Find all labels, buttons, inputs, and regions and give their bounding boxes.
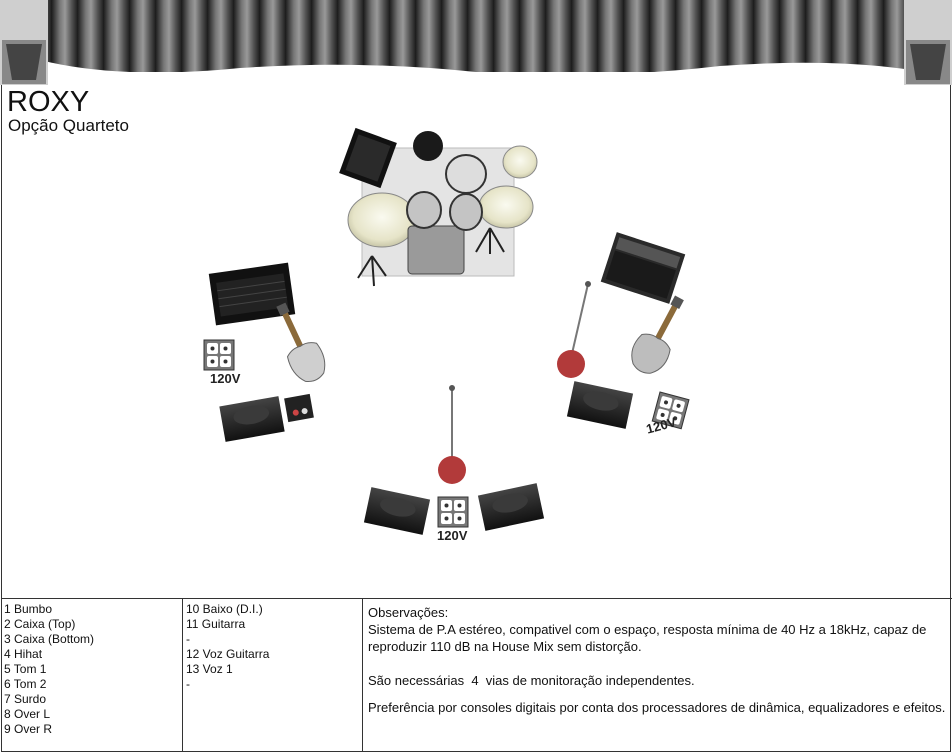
monitor-wedge-center-left	[364, 487, 430, 535]
page-subtitle: Opção Quarteto	[8, 116, 129, 135]
notes-monitor-requirements: São necessárias 4 vias de monitoração independentes.	[368, 673, 695, 688]
list-item: 12 Voz Guitarra	[186, 647, 270, 661]
outlet-label-left: 120V	[210, 371, 241, 386]
monitor-wedge-right	[567, 381, 633, 429]
drum-kit	[339, 128, 537, 286]
outlet-label-center: 120V	[437, 528, 468, 543]
list-item: 10 Baixo (D.I.)	[186, 602, 263, 616]
list-item: 1 Bumbo	[4, 602, 53, 616]
di-box	[284, 394, 314, 422]
input-list-table	[1, 598, 952, 753]
list-item: 8 Over L	[4, 707, 51, 721]
monitor-wedge-center-right	[478, 483, 544, 531]
vocal-mic-right	[557, 281, 591, 378]
vocal-mic-center	[438, 385, 466, 484]
list-item: 11 Guitarra	[186, 617, 246, 631]
outlet-label-right: 120V	[644, 414, 678, 437]
bass-amp	[209, 263, 295, 326]
power-outlet-left	[204, 340, 234, 370]
monitor-wedge-left	[219, 396, 284, 442]
list-item: 4 Hihat	[4, 647, 43, 661]
notes-console-preference: Preferência por consoles digitais por conta dos processadores de dinâmica, equalizadores e efeitos.	[368, 700, 946, 715]
list-item: 7 Surdo	[4, 692, 47, 706]
list-item: 6 Tom 2	[4, 677, 47, 691]
list-item: 2 Caixa (Top)	[4, 617, 76, 631]
notes-heading: Observações:	[368, 605, 449, 620]
notes-panel	[363, 599, 952, 752]
guitar-amp	[601, 232, 686, 304]
list-item: -	[186, 632, 190, 646]
power-outlet-center	[438, 497, 468, 527]
page-title: ROXY	[7, 86, 90, 118]
notes-pa-requirements: Sistema de P.A estéreo, compativel com o espaço, resposta mínima de 40 Hz a 18kHz, capaz de reproduzir 110 dB na House Mix sem distorção.	[368, 622, 927, 654]
list-item: 5 Tom 1	[4, 662, 47, 676]
electric-guitar	[625, 289, 696, 379]
list-item: 9 Over R	[4, 722, 53, 736]
input-list-column-2	[183, 599, 363, 752]
list-item: 3 Caixa (Bottom)	[4, 632, 95, 646]
list-item: 13 Voz 1	[186, 662, 233, 676]
input-list-column-1	[1, 599, 183, 752]
list-item: -	[186, 677, 190, 691]
